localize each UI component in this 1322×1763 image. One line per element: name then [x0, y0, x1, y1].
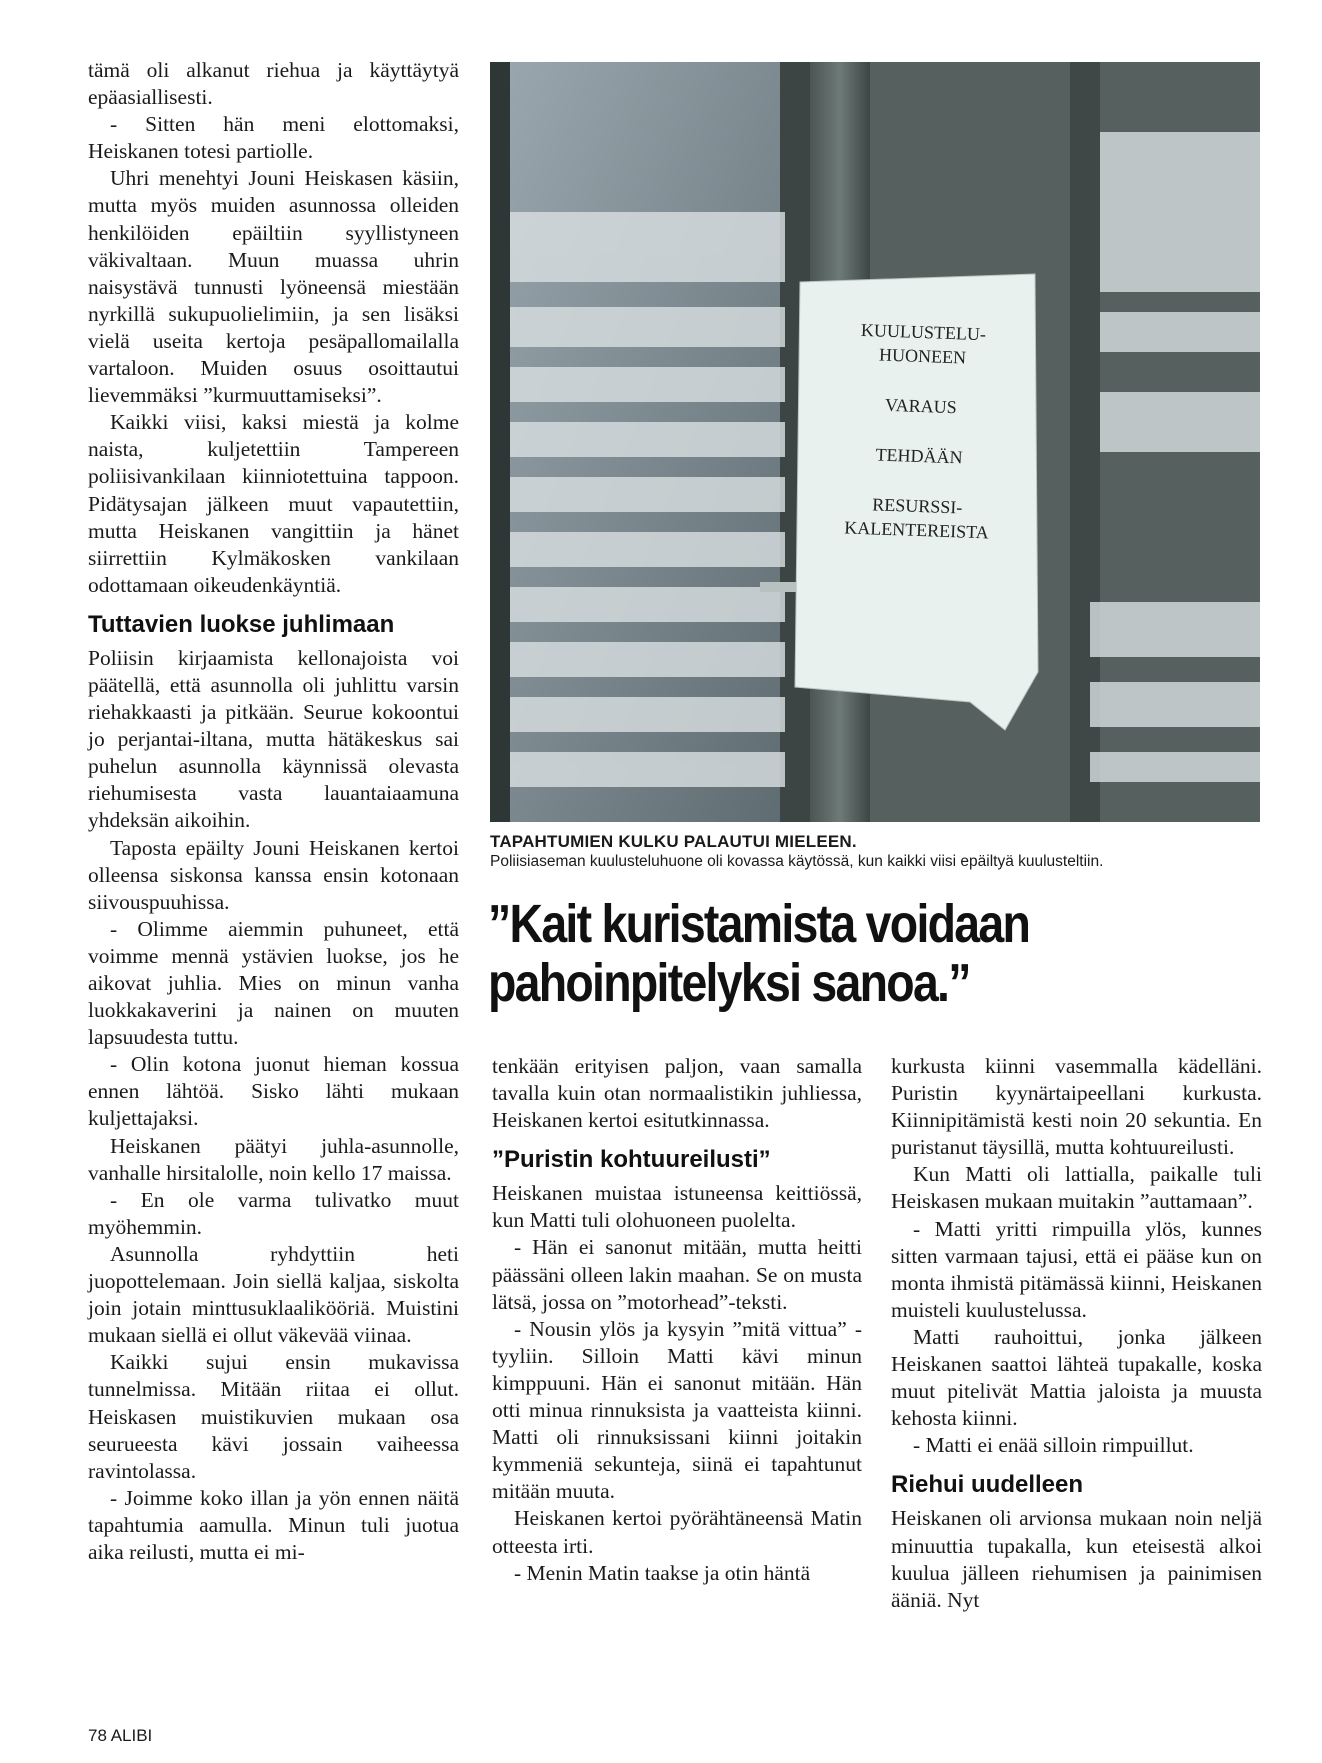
caption-text: Poliisiaseman kuulusteluhuone oli kovassa käytössä, kun kaikki viisi epäiltyä kuulusteltiin. — [490, 853, 1104, 870]
paragraph: Poliisin kirjaamista kellonajoista voi päätellä, että asunnolla oli juhlittu varsin riehakkaasti ja pitkään. Seurue kokoontui jo perjantai-iltana, mutta hätäkeskus sai puhelun asunnolla käynnissä olevasta riehumisesta vasta lauantaiaamuna yhdeksän aikoihin. — [88, 645, 459, 833]
section-heading: Tuttavien luokse juhlimaan — [88, 610, 395, 638]
paragraph: - Matti yritti rimpuilla ylös, kunnes sitten varmaan tajusi, että ei pääse kun on monta ihmistä pitämässä kiinni, Heiskanen muisteli kuulustelussa. — [891, 1216, 1262, 1322]
sign-text — [816, 317, 1024, 546]
pull-quote: ”Kait kuristamista voidaan pahoinpitelyksi sanoa.” — [488, 894, 1030, 1013]
article-column-2 — [492, 1053, 862, 1587]
photo-caption — [490, 832, 1270, 871]
paragraph: Asunnolla ryhdyttiin heti juopottelemaan. Join siellä kaljaa, siskolta join jotain minttusuklaalikööriä. Muistini mukaan siellä ei ollut väkevää viinaa. — [88, 1241, 459, 1348]
paragraph: - Matti ei enää silloin rimpuillut. — [913, 1433, 1194, 1458]
paragraph: - Olimme aiemmin puhuneet, että voimme mennä ystävien luokse, jos he aikovat juhlia. Mies on minun vanha luokkakaverini ja nainen on muuten lapsuudesta tuttu. — [88, 916, 459, 1050]
paragraph: Uhri menehtyi Jouni Heiskasen käsiin, mutta myös muiden asunnossa olleiden henkilöiden epäiltiin syyllistyneen väkivaltaan. Muun muassa uhrin naisystävä tunnusti lyöneensä miestään nyrkillä sukupuolielimiin, ja sen lisäksi vielä useita kertoja pesäpallomailalla vartaloon. Muiden osuus osoittautui lievemmäksi ”kurmuuttamiseksi”. — [88, 166, 459, 408]
paragraph: Taposta epäilty Jouni Heiskanen kertoi olleensa siskonsa kanssa ensin kotonaan siivouspuuhissa. — [88, 835, 459, 914]
paragraph: - En ole varma tulivatko muut myöhemmin. — [88, 1187, 459, 1239]
article-column-1 — [88, 57, 459, 1566]
section-heading: Riehui uudelleen — [891, 1471, 1084, 1499]
article-column-3 — [891, 1053, 1262, 1614]
paragraph: tämä oli alkanut riehua ja käyttäytyä epäasiallisesti. — [88, 58, 459, 110]
paragraph: Heiskanen muistaa istuneensa keittiössä, kun Matti tuli olohuoneen puolelta. — [492, 1181, 862, 1233]
paragraph: tenkään erityisen paljon, vaan samalla tavalla kuin otan normaalistikin juhliessa, Heiskanen kertoi esitutkinnassa. — [492, 1054, 862, 1133]
page-footer: 78 ALIBI — [88, 1726, 153, 1745]
paragraph: - Olin kotona juonut hieman kossua ennen lähtöä. Sisko lähti mukaan kuljettajaksi. — [88, 1052, 459, 1131]
paragraph: Heiskanen päätyi juhla-asunnolle, vanhalle hirsitalolle, noin kello 17 maissa. — [88, 1133, 459, 1185]
paragraph: Heiskanen kertoi pyörähtäneensä Matin otteesta irti. — [492, 1506, 862, 1558]
paragraph: - Sitten hän meni elottomaksi, Heiskanen totesi partiolle. — [88, 112, 459, 164]
paragraph: kurkusta kiinni vasemmalla kädelläni. Puristin kyynärtaipeellani kurkusta. Kiinnipitämistä kesti noin 20 sekuntia. En puristanut täysillä, mutta kohtuureilusti. — [891, 1054, 1262, 1160]
paragraph: Kaikki viisi, kaksi miestä ja kolme naista, kuljetettiin Tampereen poliisivankilaan kiinniotettuina tappoon. Pidätysajan jälkeen muut vapautettiin, mutta Heiskanen vangittiin ja hänet siirrettiin Kylmäkosken vankilaan odottamaan oikeudenkäyntiä. — [88, 410, 459, 597]
paragraph: - Joimme koko illan ja yön ennen näitä tapahtumia aamulla. Minun tuli juotua aika reilusti, mutta ei mi- — [88, 1485, 459, 1564]
sign-line: HUONEEN — [878, 344, 967, 368]
paragraph: Kun Matti oli lattialla, paikalle tuli Heiskasen mukaan muitakin ”auttamaan”. — [891, 1162, 1262, 1214]
paragraph: Matti rauhoittui, jonka jälkeen Heiskanen saattoi lähteä tupakalle, koska muut pitelivät Mattia jaloista ja muusta kehosta kiinni. — [891, 1324, 1262, 1431]
paragraph: Heiskanen oli arvionsa mukaan noin neljä minuuttia tupakalla, kun eteisestä alkoi kuulua jälleen riehumisen ja painimisen ääniä. Nyt — [891, 1506, 1262, 1612]
article-photo — [490, 62, 1260, 822]
paragraph: - Menin Matin taakse ja otin häntä — [514, 1560, 811, 1585]
sign-line: VARAUS — [884, 394, 958, 418]
caption-title: TAPAHTUMIEN KULKU PALAUTUI MIELEEN. — [490, 832, 857, 851]
paragraph: - Hän ei sanonut mitään, mutta heitti päässäni olleen lakin maahan. Se on musta lätsä, jossa on ”motorhead”-teksti. — [492, 1235, 862, 1314]
section-heading: ”Puristin kohtuureilusti” — [492, 1146, 771, 1174]
sign-line: KALENTEREISTA — [843, 517, 990, 543]
paragraph: - Nousin ylös ja kysyin ”mitä vittua” -tyyliin. Silloin Matti kävi minun kimppuuni. Hän ei sanonut mitään. Hän otti minua rinnuksista ja vaatteista kiinni. Matti oli rinnuksissani kiinni joitakin kymmeniä sekunteja, siinä ei tapahtunut mitään muuta. — [492, 1316, 862, 1504]
paragraph: Kaikki sujui ensin mukavissa tunnelmissa. Mitään riitaa ei ollut. Heiskasen muistikuvien mukaan osa seurueesta kävi jossain vaiheessa ravintolassa. — [88, 1350, 459, 1483]
sign-line: RESURSSI- — [872, 494, 963, 518]
sign-line: TEHDÄÄN — [875, 444, 963, 468]
sign-line: KUULUSTELU- — [860, 319, 987, 345]
